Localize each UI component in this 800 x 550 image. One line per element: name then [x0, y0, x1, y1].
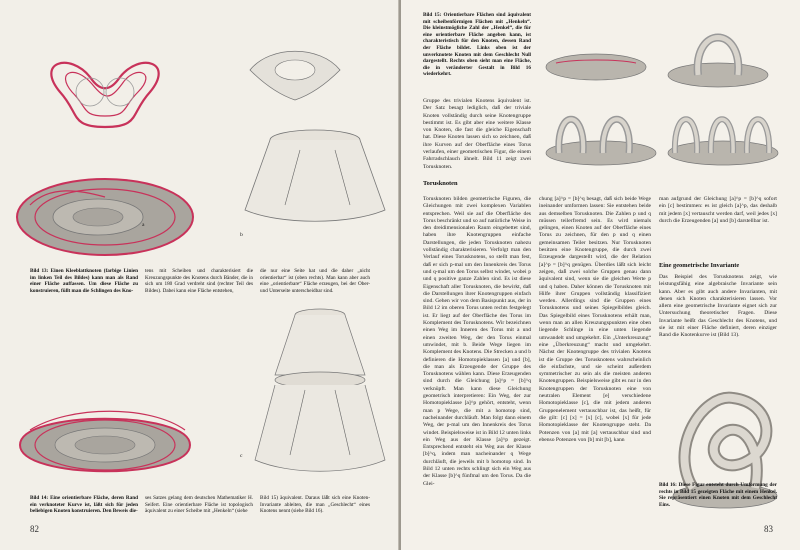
caption-bild-15: Bild 15: Orientierbare Flächen sind äquivalent mit scheibenförmigen Flächen mit „Henkeln“. Die kleinstmögliche Zahl der „Henkel“, die für eine orientierbare Fläche angeben kann, ist charakteristisch für den Knoten, dessen Rand der Fläche bildet. Links oben ist der unverknotete Knoten mit dem Geschlecht Null dargestellt. Rechts oben sieht man eine Fläche, die in veränderter Gestalt in Bild 16 wiederkehrt.	[423, 12, 531, 78]
col3-body2-text: Das Beispiel des Torusknotens zeigt, wie leistungsfähig eine algebraische Invariante sein kann. Aber es gibt auch andere Invarianten, mit denen sich Knoten charakterisieren lassen. Vor allem eine geometrische Invariante eignet sich zur Untersuchung theoretischer Fragen. Diese Invariante heißt das Geschlecht des Knotens, und sie ist mit einer Fläche definiert, deren einziger Rand die Knotenkurve ist (Bild 13).	[659, 274, 777, 339]
right-page	[401, 0, 800, 550]
figure-15-disk-one-handle	[663, 20, 773, 90]
col3-body-text: man aufgrund der Gleichung [a]^p = [b]^q sofort ein [c] bestimmen: es ist gleich [a]^p, das deshalb mit jedem [x] vertauscht werden darf, weil jedes [x] durch die Erzeugenden [a] und [b] darstellbar ist.	[659, 196, 777, 224]
caption-bild-13-end: die nur eine Seite hat und die daher „nicht orientierbar“ ist (oben rechts). Man kann aber auch eine „orientierbare“ Fläche erzeugen, bei der Ober- und Unterseite unterscheidbar sind.	[260, 268, 370, 294]
caption-bild-13-cont: tens mit Scheiben und charakterisiert die Kreuzungspunkte des Knotens durch Bänder, die in sich um 180 Grad verdreht sind (rechter Teil des Bildes). Dabei kann eine Fläche entstehen,	[145, 268, 253, 294]
figure-13-knot-surface	[10, 175, 200, 260]
heading-geometrische-invariante: Eine geometrische Invariante	[659, 262, 740, 269]
figure-13-cone-surface	[240, 125, 390, 225]
heading-torusknoten: Torusknoten	[423, 180, 458, 187]
figure-15-disk-no-handle	[541, 45, 651, 85]
caption-bild-14: Bild 14: Eine orientierbare Fläche, deren Rand ein verknoteter Kurve ist, läßt sich für jeden beliebigen Knoten konstruieren. Den Beweis die-	[30, 495, 138, 515]
caption-bild-13: Bild 13: Einen Kleeblattknoten (farbige Linien im linken Teil des Bildes) kann man als Rand einer Fläche auffassen. Um diese Fläche zu konstruieren, füllt man die Schlingen des Kno-	[30, 268, 138, 294]
col1-intro-text: Gruppe des trivialen Knotens äquivalent ist. Der Satz besagt lediglich, daß der triviale Knoten vollständig durch seine Knotengruppe bestimmt ist. Es gibt aber eine weitere Klasse von Knoten, die fast die gleiche Eigenschaft hat. Diese Knoten lassen sich so zeichnen, daß ihre Kurven auf der Oberfläche eines Torus verlaufen, einer geometrischen Figur, die einem Fahrradschlauch ähnelt. Bild 11 zeigt zwei Torusknoten.	[423, 98, 531, 170]
figure-15-disk-three-handles	[663, 98, 783, 168]
page-number-right: 83	[764, 524, 773, 534]
figure-label-b: b	[240, 232, 243, 238]
col1-body-text: Torusknoten bilden geometrische Figuren, die Gleichungen mit zwei komplexen Variablen entsprechen. Weil sie auf die Oberfläche des Torus beschränkt und so auf natürliche Weise in den dreidimensionalen Raum eingebettet sind, haben ihre Knotengruppen einfache Darstellungen, die jeden Torusknoten nahezu vollständig charakterisieren. Verfolgt man den Verlauf eines Torusknotens, so stellt man fest, daß er sich p-mal um den Innenkreis des Torus und q-mal um den Torus selbst windet, wobei p und q positive ganze Zahlen sind. Es ist diese Eigenschaft aller Torusknoten, die bewirkt, daß die Darstellungen ihrer Knotengruppen einfach sind. Gehen wir von dem Basispunkt aus, der in Bild 12 im oberen Torus unten rechts festgelegt ist. Er liegt auf der Oberfläche des Torus im Komplement des Torusknotens. Wir bezeichnen einen Weg im Inneren des Torus mit a und einen zweiten Weg, der den Torus einmal umwindet, mit b. Beide Wege liegen im Komplement des Knotens. Die Strecken a und b definieren die Homotopieklassen [a] und [b], die man als Erzeugende der Gruppe des Torusknotens wählen kann. Diese Erzeugenden sind durch die Gleichung [a]^p = [b]^q verknüpft. Man kann diese Gleichung geometrisch interpretieren: Ein Weg, der zur Homotopieklasse [a]^p gehört, entsteht, wenn man p Wege, die mit a homotop sind, nacheinander durchläuft. Man folgt dann einem Weg, der p-mal um den Innenkreis des Torus windet. Beispielsweise ist in Bild 12 unten links ein Weg aus der Klasse [a]^p gezeigt. Entsprechend entsteht ein Weg aus der Klasse [b]^q, indem man nacheinander q Wege durchläuft, die jeweils mit b homotop sind. In Bild 12 unten rechts schlingt sich ein Weg aus der Klasse [b]^q fünfmal um den Torus. Da die Glei-	[423, 196, 531, 487]
caption-bild-14-end: Bild 15) äquivalent. Daraus läßt sich eine Knoten-Invariante ableiten, die man „Geschlecht“ eines Knotens nennt (siehe Bild 16).	[260, 495, 370, 515]
caption-bild-16: Bild 16: Diese Figur entsteht durch Umformung der rechts in Bild 15 gezeigten Fläche mit einem Henkel. Sie repräsentiert einen Knoten mit dem Geschlecht Eins.	[659, 482, 777, 508]
figure-14-double-cone	[250, 300, 390, 480]
figure-15-disk-two-handles	[541, 98, 661, 168]
left-page	[0, 0, 399, 550]
figure-label-a: a	[142, 222, 145, 228]
figure-13-twisted-surface	[240, 40, 350, 110]
figure-label-c: c	[240, 453, 243, 459]
page-number-left: 82	[30, 524, 39, 534]
figure-14-oriented-surface	[10, 400, 200, 480]
col2-body-text: chung [a]^p = [b]^q besagt, daß sich beide Wege ineinander umformen lassen: Sie entstehen beide aus demselben Torusknoten. Die Zahlen p und q müssen teilerfremd sein. Es wird niemals gelingen, einen Knoten auf der Oberfläche eines Torus zu zeichnen, für den p und q einen gemeinsamen Teiler besitzen. Nur Torusknoten besitzen eine Knotengruppe, die durch zwei Erzeugende dargestellt wird, die der Relation [a]^p = [b]^q genügen. Überdies läßt sich leicht zeigen, daß zwei solche Gruppen genau dann äquivalent sind, wenn sie die gleichen Werte p und q haben. Daher können die Torusknoten mit Hilfe ihrer Gruppen vollständig klassifiziert werden. Allerdings sind die Gruppen eines Torusknotens und seines Spiegelbildes gleich. Das Spiegelbild eines Torusknotens erhält man, wenn man an allen Kreuzungspunkten eine oben liegende Schlinge in eine unten liegende umwandelt und umgekehrt. Ein „Unterkreuzung“ eine „Überkreuzung“ macht und umgekehrt. Nächst der Knotengruppe des trivialen Knotens ist die Gruppe des Torusknotens wahrscheinlich die einfachste, und sie scheint außerdem symmetrischer zu sein als die meisten anderen Knotengruppen. Beispielsweise gibt es nur in den Knotengruppen der Torusknoten eine von neutralen Element [e] verschiedene Homotopieklasse [c], die mit jedem anderen Gruppenelement vertauschbar ist, das heißt, für die gilt: [c] [x] = [x] [c], wobei [x] für jede Homotopieklasse der Knotengruppe steht. Da Potenzen von [a] mit [a] vertauschbar sind und ebenso Potenzen von [b] mit [b], kann	[539, 196, 651, 443]
figure-13-trefoil-outline	[30, 52, 180, 132]
caption-bild-14-cont: ses Satzes gelang dem deutschen Mathematiker H. Seifert. Eine orientierbare Fläche ist topologisch äquivalent zu einer Scheibe mit „Henkeln“ (siehe	[145, 495, 253, 515]
